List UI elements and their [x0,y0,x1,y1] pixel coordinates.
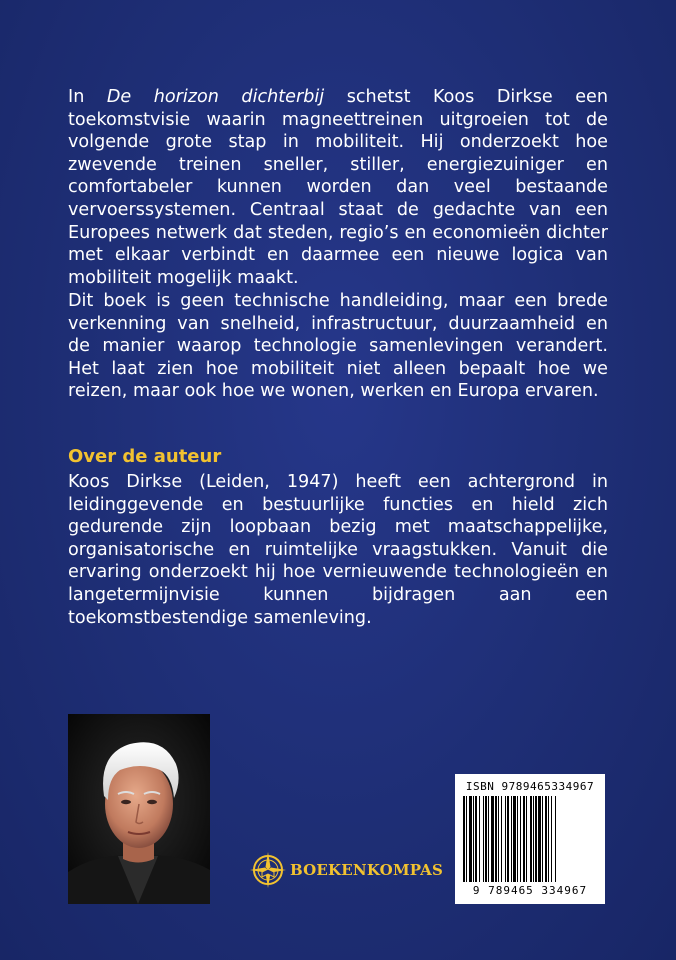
barcode-bar [495,796,497,882]
author-photo [68,714,210,904]
paragraph-1-lead: In [68,87,107,107]
barcode-bar [507,796,509,882]
barcode-bar [488,796,489,882]
paragraph-2-body: Dit boek is geen technische handleiding, maar een brede verkenning van snelheid, infrastructuur, duurzaamheid en de manier waarop technologie samenlevingen verandert. Het laat zien hoe mobiliteit niet alleen bepaalt hoe we reizen, maar ook hoe we wonen, werken en Europa ervaren. [68,291,608,402]
barcode-bar [511,796,512,882]
barcode-bar [475,796,477,882]
barcode-bar [530,796,532,882]
author-bio-text: Koos Dirkse (Leiden, 1947) heeft een achtergrond in leidinggevende en bestuurlijke functies en hield zich gedurende zijn loopbaan bezig met maatschappelijke, organisatorische en ruimtelijke vraagstukken. Vanuit die ervaring onderzoekt hij hoe vernieuwende technologieën en langetermijnvisie kunnen bijdragen aan een toekomstbestendige samenleving. [68,472,608,628]
description-paragraph-2 [68,290,608,403]
description-paragraph-1 [68,86,608,289]
barcode-digits: 9 789465 334967 [472,884,588,897]
barcode-bar [501,796,502,882]
barcode-bar [545,796,547,882]
barcode-bar [542,796,543,882]
barcode-bar [479,796,480,882]
paragraph-1-body: schetst Koos Dirkse een toekomstvisie waarin magneettreinen uitgroeien tot de volgende grote stap in mobiliteit. Hij onderzoekt hoe zwevende treinen sneller, stiller, energiezuiniger en comfortabeler kunnen worden dan veel bestaande vervoerssystemen. Centraal staat de gedachte van een Europees netwerk dat steden, regio’s en economieën dichter met elkaar verbindt en daarmee een nieuwe logica van mobiliteit mogelijk maakt. [68,87,608,288]
barcode-bar [473,796,474,882]
author-bio [68,471,608,629]
barcode-bar [535,796,537,882]
barcode-bars [463,796,597,884]
barcode-bar [548,796,549,882]
barcode-bar [505,796,506,882]
barcode-bar [520,796,521,882]
barcode-bar [551,796,552,882]
publisher-name: BOEKENKOMPAS [290,861,444,879]
barcode-bar [555,796,556,882]
barcode-bar [513,796,516,882]
author-heading: Over de auteur [68,446,222,467]
barcode-bar [463,796,465,882]
barcode-bar [469,796,472,882]
barcode-bar [491,796,494,882]
compass-book-icon [248,850,288,890]
barcode-bar [523,796,525,882]
publisher-logo [248,850,448,892]
barcode-bar [538,796,541,882]
isbn-label: ISBN 9789465334967 [465,780,595,793]
barcode-bar [533,796,534,882]
barcode-bar [483,796,484,882]
book-title-italic: De horizon dichterbij [106,87,325,107]
barcode-bar [498,796,499,882]
barcode-bar [485,796,487,882]
isbn-barcode [455,774,605,904]
barcode-bar [526,796,527,882]
barcode-bar [466,796,467,882]
barcode-bar [517,796,518,882]
